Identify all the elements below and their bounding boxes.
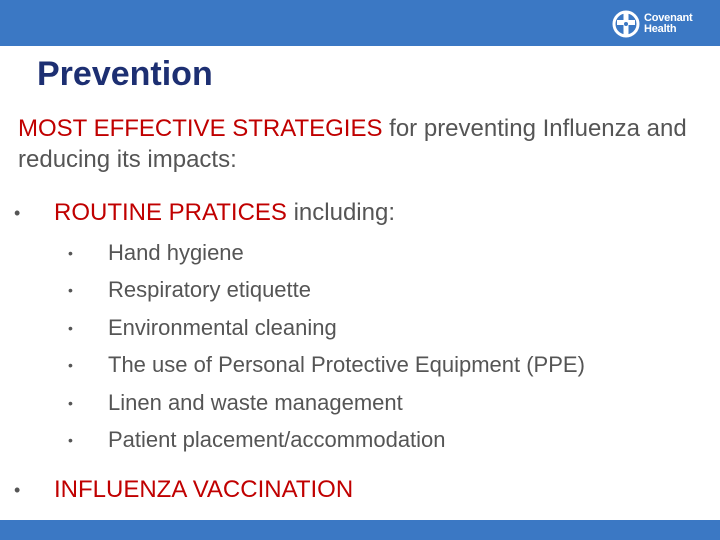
list-item: [68, 272, 585, 310]
logo-line-2: Health: [644, 23, 677, 35]
logo-line-1: Covenant: [644, 12, 693, 24]
bullet-rest: including:: [286, 199, 395, 226]
list-item-text: Patient placement/accommodation: [108, 427, 446, 453]
bullet-dot: •: [14, 479, 21, 500]
routine-practices-list: [68, 234, 585, 459]
cross-in-circle-icon: [612, 10, 640, 38]
logo-text: [644, 13, 693, 35]
bullet-routine-practices: [14, 196, 395, 230]
list-item-text: Respiratory etiquette: [108, 277, 311, 303]
sub-bullet-dot: •: [68, 282, 73, 299]
bullet-influenza-vaccination: [14, 473, 353, 507]
list-item-text: The use of Personal Protective Equipment (PPE): [108, 352, 585, 378]
intro-highlight: MOST EFFECTIVE STRATEGIES: [18, 115, 383, 142]
covenant-health-logo: [612, 8, 693, 40]
intro-text: [18, 113, 698, 175]
bullet-highlight: INFLUENZA VACCINATION: [54, 476, 354, 503]
bullet-dot: •: [14, 202, 21, 223]
sub-bullet-dot: •: [68, 319, 73, 336]
list-item: [68, 422, 585, 460]
sub-bullet-dot: •: [68, 394, 73, 411]
sub-bullet-dot: •: [68, 244, 73, 261]
list-item-text: Linen and waste management: [108, 389, 403, 415]
list-item: [68, 309, 585, 347]
footer-bar: [0, 520, 720, 540]
sub-bullet-dot: •: [68, 357, 73, 374]
header-bar: [0, 0, 720, 46]
intro-rest: for preventing Influenza and reducing its impacts:: [18, 115, 687, 173]
list-item: [68, 234, 585, 272]
list-item-text: Hand hygiene: [108, 239, 244, 265]
list-item: [68, 347, 585, 385]
list-item-text: Environmental cleaning: [108, 314, 337, 340]
sub-bullet-dot: •: [68, 432, 73, 449]
list-item: [68, 384, 585, 422]
slide-title: Prevention: [37, 55, 213, 93]
bullet-highlight: ROUTINE PRATICES: [54, 199, 287, 226]
